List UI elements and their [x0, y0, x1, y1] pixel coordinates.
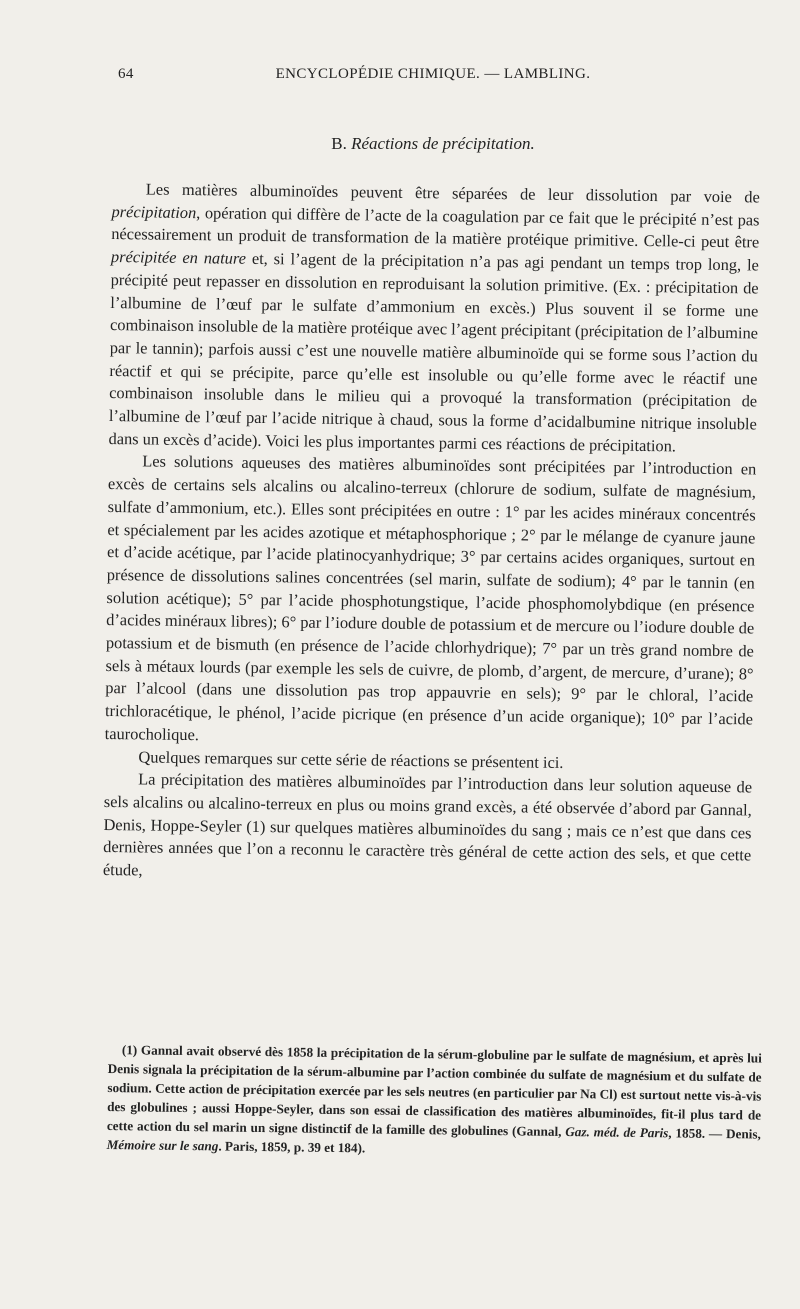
italic-term: précipitation [111, 201, 197, 222]
italic-citation: Gaz. méd. de Paris [565, 1123, 669, 1141]
section-number: B. [331, 134, 347, 153]
text-run: (1) Gannal avait observé dès 1858 la précipitation de la sérum-globuline par le sulfate de magnésium, et après lui Denis signala la précipitation de la sérum-albumine par l’action combinée du sulfate de magnésium et du sulfate de sodium. Cette action de précipitation exercée par les sels neutres (en particulier par Na Cl) est surtout nette vis-à-vis des globulines ; aussi Hoppe-Seyler, dans son essai de classification des matières albuminoïdes, fit-il plus tard de cette action du sel marin un signe distinctif de la famille des globulines (Gannal, [106, 1042, 762, 1139]
body-text [103, 178, 760, 890]
footnotes [107, 1040, 762, 1163]
footnote [107, 1040, 762, 1163]
italic-citation: Mémoire sur le sang [106, 1136, 219, 1154]
text-run: et, si l’agent de la précipitation n’a pas agi pendant un temps trop long, le précipité peut repasser en dissolution en reproduisant la solution primitive. (Ex. : précipitation de l’albumine de l’œuf par le sulfate d’ammonium en excès.) Plus souvent il se forme une combinaison insoluble de la matière protéique avec l’agent précipitant (précipitation de l’albumine par le tannin); parfois aussi c’est une nouvelle matière albuminoïde qui se forme sous l’action du réactif et qui se précipite, parce qu’elle est insoluble ou qu’elle forme avec le réactif une combinaison insoluble dans le milieu qui a provoqué la transformation (précipitation de l’albumine de l’œuf par l’acide nitrique à chaud, sous la forme d’acidalbumine nitrique insoluble dans un excès d’acide). Voici les plus importantes parmi ces réactions de précipitation. [108, 248, 760, 456]
text-run: . Paris, 1859, p. 39 et 184). [218, 1138, 366, 1156]
paragraph: Les solutions aqueuses des matières albuminoïdes sont précipitées par l’introduction en excès de certains sels alcalins ou alcalino-terreux (chlorure de sodium, sulfate de magnésium, sulfate d’ammonium, etc.). Elles sont précipitées en outre : 1° par les acides minéraux concentrés et spécialement par les acides azotique et métaphosphorique ; 2° par le mélange de cyanure jaune et d’acide acétique, par l’acide platinocyanhydrique; 3° par certains acides organiques, surtout en présence de dissolutions salines concentrées (sel marin, sulfate de sodium); 4° par le tannin (en solution acétique); 5° par l’acide phosphotungstique, l’acide phosphomolybdique (en présence d’acides minéraux libres); 6° par l’iodure double de potassium et de mercure ou l’iodure double de potassium et de bismuth (en présence de l’acide chlorhydrique); 7° par un très grand nombre de sels à métaux lourds (par exemple les sels de cuivre, de plomb, d’argent, de mercure, d’urane); 8° par l’alcool (dans une dissolution pas trop appauvrie en sels); 9° par le chloral, l’acide trichloracétique, le phénol, l’acide picrique (en présence d’un acide organique); 10° par l’acide taurocholique. [104, 451, 757, 745]
paragraph [108, 178, 760, 459]
text-run: , 1858. — Denis, [668, 1125, 761, 1142]
page-number: 64 [118, 66, 134, 82]
running-header [118, 66, 748, 90]
paragraph: La précipitation des matières albuminoïdes par l’introduction dans leur solution aqueuse de sels alcalins ou alcalino-terreux en plus ou moins grand excès, a été observée d’abord par Gannal, Denis, Hoppe-Seyler (1) sur quelques matières albuminoïdes du sang ; mais ce n’est que dans ces dernières années que l’on a reconnu le caractère très général de cette action des sels, et que cette étude, [102, 769, 753, 880]
italic-term: précipitée en nature [110, 247, 247, 268]
running-title: ENCYCLOPÉDIE CHIMIQUE. — LAMBLING. [275, 66, 591, 82]
section-title: Réactions de précipitation. [351, 134, 535, 153]
text-run: , opération qui diffère de l’acte de la coagulation par ce fait que le précipité n’est pas nécessairement un produit de transformation de la matière protéique primitive. Celle-ci peut être [111, 202, 760, 252]
section-heading [118, 134, 748, 154]
paragraph: Quelques remarques sur cette série de réactions se présentent ici. [138, 746, 564, 772]
text-run: Les matières albuminoïdes peuvent être séparées de leur dissolution par voie de [145, 179, 760, 207]
